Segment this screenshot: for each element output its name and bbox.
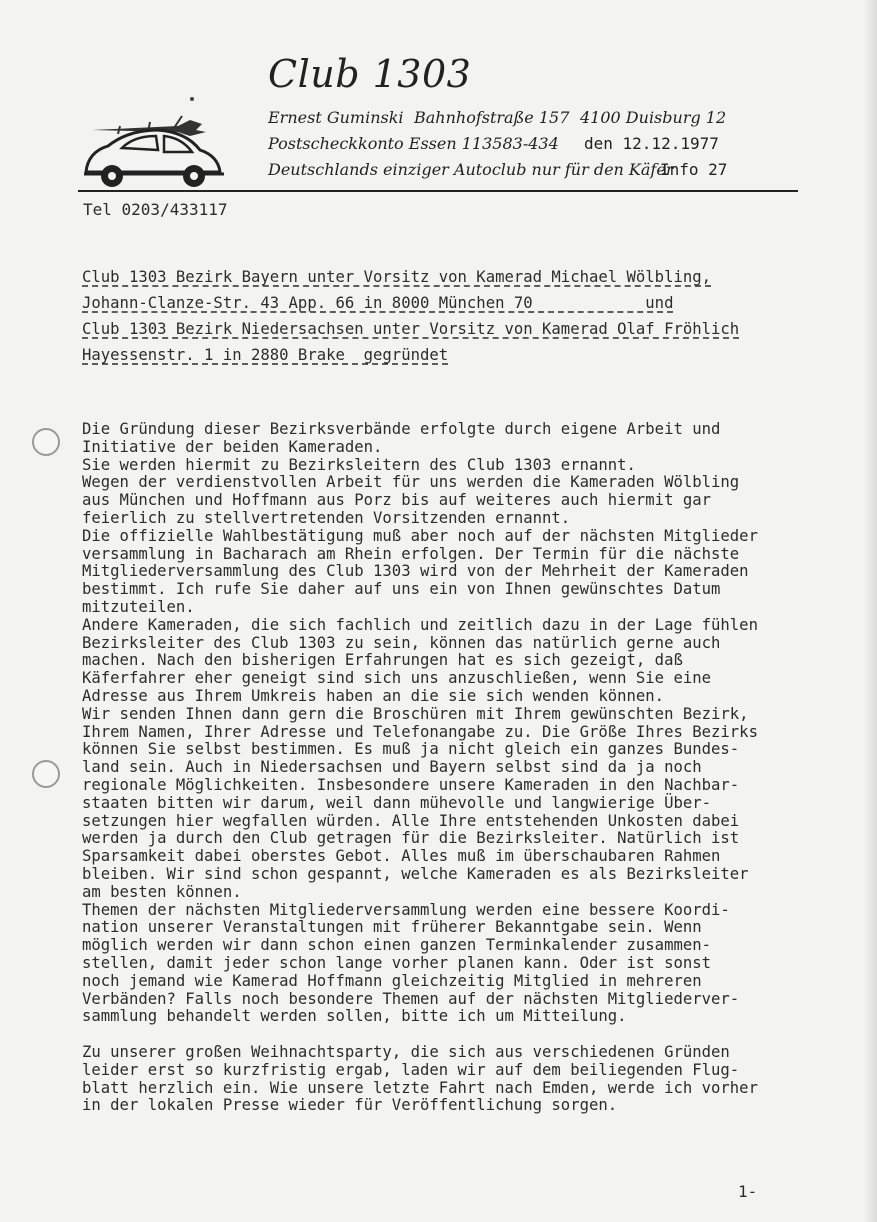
body-line: Initiative der beiden Kameraden.	[82, 437, 383, 456]
closing-line: blatt herzlich ein. Wie unsere letzte Fahrt nach Emden, werde ich vorher	[82, 1078, 758, 1097]
street-address: Bahnhofstraße 157	[414, 108, 570, 127]
body-line: noch jemand wie Kamerad Hoffmann gleichzeitig Mitglied in mehreren	[82, 971, 702, 990]
body-line: land sein. Auch in Niedersachsen und Bayern selbst sind da ja noch	[82, 758, 702, 777]
punch-hole-top	[32, 428, 60, 456]
letter-date: den 12.12.1977	[584, 134, 719, 153]
body-line: versammlung in Bacharach am Rhein erfolgen. Der Termin für die nächste	[82, 544, 740, 563]
paper-edge-shadow	[863, 0, 877, 1222]
body-line: Käferfahrer eher geneigt sind sich uns anzuschließen, wenn Sie eine	[82, 669, 712, 688]
page-number: 1-	[738, 1182, 758, 1201]
club-title: Club 1303	[268, 52, 472, 96]
body-line: Wegen der verdienstvollen Arbeit für uns werden die Kameraden Wölbling	[82, 473, 740, 492]
body-line: Sie werden hiermit zu Bezirksleitern des Club 1303 ernannt.	[82, 455, 636, 474]
body-line: Andere Kameraden, die sich fachlich und zeitlich dazu in der Lage fühlen	[82, 615, 758, 634]
body-line: Mitgliederversammlung des Club 1303 wird von der Mehrheit der Kameraden	[82, 562, 749, 581]
body-line: Bezirksleiter des Club 1303 zu sein, können das natürlich gerne auch	[82, 633, 721, 652]
body-line: machen. Nach den bisherigen Erfahrungen hat es sich gezeigt, daß	[82, 651, 683, 670]
body-line: können Sie selbst bestimmen. Es muß ja nicht gleich ein ganzes Bundes-	[82, 740, 740, 759]
announcement-block	[82, 264, 862, 368]
body-line: Ihrem Namen, Ihrer Adresse und Telefonangabe zu. Die Größe Ihres Bezirks	[82, 722, 758, 741]
beetle-car-icon	[78, 108, 228, 192]
closing-line: in der lokalen Presse wieder für Veröffentlichung sorgen.	[82, 1096, 618, 1115]
letter-body	[82, 421, 862, 1115]
body-line: möglich werden wir dann schon einen ganzen Terminkalender zusammen-	[82, 936, 712, 955]
body-line: bleiben. Wir sind schon gespannt, welche Kameraden es als Bezirksleiter	[82, 864, 749, 883]
bank-account: Postscheckkonto Essen 113583-434	[268, 134, 559, 153]
body-line: Verbänden? Falls noch besondere Themen auf der nächsten Mitgliederver-	[82, 989, 740, 1008]
header-divider	[78, 190, 798, 192]
announcement-line: Club 1303 Bezirk Niedersachsen unter Vorsitz von Kamerad Olaf Fröhlich	[82, 320, 740, 338]
body-line: staaten bitten wir darum, weil dann mühevolle und langwierige Über-	[82, 793, 712, 812]
ink-dot	[190, 97, 194, 101]
info-number: Info 27	[660, 160, 728, 179]
member-name: Ernest Guminski	[268, 108, 404, 127]
body-line: am besten können.	[82, 882, 242, 901]
club-tagline: Deutschlands einziger Autoclub nur für den Käfer	[268, 160, 674, 179]
body-line: Wir senden Ihnen dann gern die Broschüren mit Ihrem gewünschten Bezirk,	[82, 704, 749, 723]
closing-line: leider erst so kurzfristig ergab, laden wir auf dem beiliegenden Flug-	[82, 1060, 740, 1079]
body-line: stellen, damit jeder schon lange vorher planen kann. Oder ist sonst	[82, 953, 712, 972]
body-line: Die Gründung dieser Bezirksverbände erfolgte durch eigene Arbeit und	[82, 420, 721, 438]
body-line: sammlung behandelt werden sollen, bitte ich um Mitteilung.	[82, 1007, 627, 1026]
body-line: Themen der nächsten Mitgliederversammlung werden eine bessere Koordi-	[82, 900, 730, 919]
body-line: bestimmt. Ich rufe Sie daher auf uns ein von Ihnen gewünschtes Datum	[82, 580, 721, 599]
announcement-line: Club 1303 Bezirk Bayern unter Vorsitz von Kamerad Michael Wölbling,	[82, 268, 712, 286]
telephone: Tel 0203/433117	[83, 200, 228, 219]
body-line: Adresse aus Ihrem Umkreis haben an die sie sich wenden können.	[82, 686, 665, 705]
body-line: mitzuteilen.	[82, 597, 195, 616]
body-line: regionale Möglichkeiten. Insbesondere unsere Kameraden in den Nachbar-	[82, 775, 740, 794]
city-address: 4100 Duisburg 12	[580, 108, 727, 127]
punch-hole-bottom	[32, 760, 60, 788]
body-line: setzungen hier wegfallen würden. Alle Ihre entstehenden Unkosten dabei	[82, 811, 740, 830]
body-line: werden ja durch den Club getragen für die Bezirksleiter. Natürlich ist	[82, 829, 740, 848]
body-line: Sparsamkeit dabei oberstes Gebot. Alles muß im überschaubaren Rahmen	[82, 847, 721, 866]
paragraph-gap	[82, 1026, 862, 1044]
body-line: nation unserer Veranstaltungen mit früherer Bekanntgabe sein. Wenn	[82, 918, 702, 937]
body-line: feierlich zu stellvertretenden Vorsitzenden ernannt.	[82, 508, 571, 527]
body-line: aus München und Hoffmann aus Porz bis auf weiteres auch hiermit gar	[82, 491, 712, 510]
body-line: Die offizielle Wahlbestätigung muß aber noch auf der nächsten Mitglieder	[82, 526, 758, 545]
closing-line: Zu unserer großen Weihnachtsparty, die sich aus verschiedenen Gründen	[82, 1043, 730, 1062]
announcement-line: Hayessenstr. 1 in 2880 Brake gegründet	[82, 346, 449, 364]
announcement-line: Johann-Clanze-Str. 43 App. 66 in 8000 München 70 und	[82, 294, 674, 312]
